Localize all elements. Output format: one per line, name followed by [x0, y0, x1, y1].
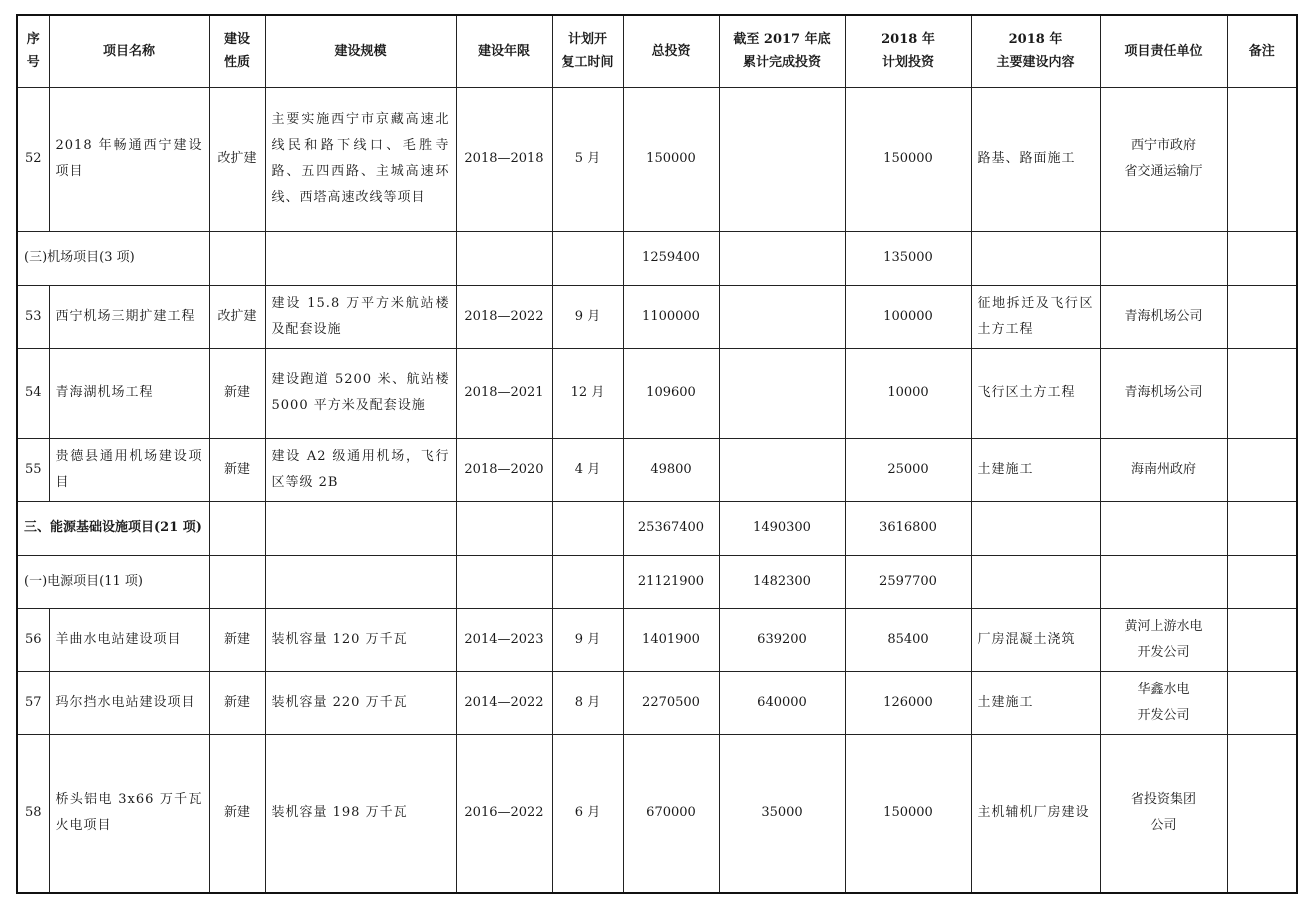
- row-no: 58: [17, 734, 49, 893]
- project-table: [16, 14, 1298, 894]
- completed-investment: 639200: [719, 608, 845, 671]
- construction-nature: 改扩建: [209, 285, 265, 348]
- total-investment: 150000: [623, 87, 719, 231]
- construction-years: 2014—2022: [456, 671, 552, 734]
- investment-table-sheet: [16, 14, 1298, 894]
- completed-investment: [719, 87, 845, 231]
- header-name: 项目名称: [49, 15, 209, 87]
- total-investment: 49800: [623, 438, 719, 501]
- total-investment: 1259400: [623, 231, 719, 285]
- completed-investment: [719, 348, 845, 438]
- project-name: 玛尔挡水电站建设项目: [49, 671, 209, 734]
- construction-nature: 新建: [209, 348, 265, 438]
- header-row: [17, 15, 1297, 87]
- project-name: 西宁机场三期扩建工程: [49, 285, 209, 348]
- construction-nature: 改扩建: [209, 87, 265, 231]
- empty-cell: [552, 501, 623, 555]
- total-investment: 2270500: [623, 671, 719, 734]
- project-name: 桥头铝电 3x66 万千瓦火电项目: [49, 734, 209, 893]
- completed-investment: [719, 231, 845, 285]
- total-investment: 1100000: [623, 285, 719, 348]
- completed-investment: 35000: [719, 734, 845, 893]
- empty-cell: [265, 501, 456, 555]
- plan-2018-investment: 25000: [845, 438, 971, 501]
- note: [1227, 348, 1297, 438]
- total-investment: 25367400: [623, 501, 719, 555]
- note: [1227, 671, 1297, 734]
- content-2018: 路基、路面施工: [971, 87, 1100, 231]
- construction-scale: 装机容量 120 万千瓦: [265, 608, 456, 671]
- responsible-unit: 省投资集团 公司: [1100, 734, 1227, 893]
- construction-years: 2014—2023: [456, 608, 552, 671]
- start-time: 4 月: [552, 438, 623, 501]
- construction-scale: 建设 15.8 万平方米航站楼及配套设施: [265, 285, 456, 348]
- header-total: 总投资: [623, 15, 719, 87]
- table-row: [17, 285, 1297, 348]
- content-2018: 土建施工: [971, 671, 1100, 734]
- header-years: 建设年限: [456, 15, 552, 87]
- header-nature: 建设 性质: [209, 15, 265, 87]
- construction-years: 2018—2021: [456, 348, 552, 438]
- empty-cell: [1227, 231, 1297, 285]
- total-investment: 1401900: [623, 608, 719, 671]
- header-unit: 项目责任单位: [1100, 15, 1227, 87]
- construction-nature: 新建: [209, 608, 265, 671]
- empty-cell: [552, 555, 623, 608]
- row-no: 57: [17, 671, 49, 734]
- plan-2018-investment: 100000: [845, 285, 971, 348]
- empty-cell: [209, 501, 265, 555]
- header-scale: 建设规模: [265, 15, 456, 87]
- table-row: [17, 608, 1297, 671]
- empty-cell: [1100, 555, 1227, 608]
- empty-cell: [1100, 231, 1227, 285]
- content-2018: 飞行区土方工程: [971, 348, 1100, 438]
- empty-cell: [552, 231, 623, 285]
- total-investment: 21121900: [623, 555, 719, 608]
- empty-cell: [456, 501, 552, 555]
- completed-investment: [719, 285, 845, 348]
- project-name: 贵德县通用机场建设项目: [49, 438, 209, 501]
- row-no: 56: [17, 608, 49, 671]
- note: [1227, 87, 1297, 231]
- empty-cell: [971, 555, 1100, 608]
- project-name: 青海湖机场工程: [49, 348, 209, 438]
- responsible-unit: 华鑫水电 开发公司: [1100, 671, 1227, 734]
- responsible-unit: 青海机场公司: [1100, 348, 1227, 438]
- project-name: 2018 年畅通西宁建设项目: [49, 87, 209, 231]
- group-label: (三)机场项目(3 项): [17, 231, 209, 285]
- empty-cell: [456, 231, 552, 285]
- start-time: 12 月: [552, 348, 623, 438]
- empty-cell: [1227, 501, 1297, 555]
- completed-investment: 640000: [719, 671, 845, 734]
- table-row: [17, 438, 1297, 501]
- note: [1227, 734, 1297, 893]
- section-row: [17, 501, 1297, 555]
- empty-cell: [971, 501, 1100, 555]
- row-no: 53: [17, 285, 49, 348]
- table-row: [17, 671, 1297, 734]
- row-no: 52: [17, 87, 49, 231]
- responsible-unit: 青海机场公司: [1100, 285, 1227, 348]
- start-time: 6 月: [552, 734, 623, 893]
- responsible-unit: 海南州政府: [1100, 438, 1227, 501]
- note: [1227, 438, 1297, 501]
- construction-nature: 新建: [209, 734, 265, 893]
- empty-cell: [209, 555, 265, 608]
- construction-scale: 装机容量 198 万千瓦: [265, 734, 456, 893]
- completed-investment: [719, 438, 845, 501]
- construction-nature: 新建: [209, 671, 265, 734]
- table-row: [17, 87, 1297, 231]
- row-no: 55: [17, 438, 49, 501]
- table-row: [17, 348, 1297, 438]
- header-completed: 截至 2017 年底 累计完成投资: [719, 15, 845, 87]
- construction-years: 2018—2020: [456, 438, 552, 501]
- empty-cell: [1100, 501, 1227, 555]
- group-row: [17, 555, 1297, 608]
- empty-cell: [265, 231, 456, 285]
- plan-2018-investment: 126000: [845, 671, 971, 734]
- empty-cell: [209, 231, 265, 285]
- completed-investment: 1490300: [719, 501, 845, 555]
- table-row: [17, 734, 1297, 893]
- responsible-unit: 西宁市政府 省交通运输厅: [1100, 87, 1227, 231]
- plan-2018-investment: 135000: [845, 231, 971, 285]
- group-label: (一)电源项目(11 项): [17, 555, 209, 608]
- start-time: 8 月: [552, 671, 623, 734]
- header-plan2018: 2018 年 计划投资: [845, 15, 971, 87]
- section-label: 三、能源基础设施项目(21 项): [17, 501, 209, 555]
- construction-scale: 建设 A2 级通用机场，飞行区等级 2B: [265, 438, 456, 501]
- plan-2018-investment: 150000: [845, 87, 971, 231]
- project-name: 羊曲水电站建设项目: [49, 608, 209, 671]
- header-note: 备注: [1227, 15, 1297, 87]
- construction-scale: 建设跑道 5200 米、航站楼 5000 平方米及配套设施: [265, 348, 456, 438]
- row-no: 54: [17, 348, 49, 438]
- content-2018: 征地拆迁及飞行区土方工程: [971, 285, 1100, 348]
- header-start: 计划开 复工时间: [552, 15, 623, 87]
- empty-cell: [971, 231, 1100, 285]
- construction-scale: 主要实施西宁市京藏高速北线民和路下线口、毛胜寺路、五四西路、主城高速环线、西塔高速改线等项目: [265, 87, 456, 231]
- content-2018: 厂房混凝土浇筑: [971, 608, 1100, 671]
- construction-nature: 新建: [209, 438, 265, 501]
- completed-investment: 1482300: [719, 555, 845, 608]
- group-row: [17, 231, 1297, 285]
- responsible-unit: 黄河上游水电 开发公司: [1100, 608, 1227, 671]
- total-investment: 109600: [623, 348, 719, 438]
- construction-years: 2016—2022: [456, 734, 552, 893]
- empty-cell: [265, 555, 456, 608]
- empty-cell: [456, 555, 552, 608]
- empty-cell: [1227, 555, 1297, 608]
- content-2018: 土建施工: [971, 438, 1100, 501]
- total-investment: 670000: [623, 734, 719, 893]
- start-time: 5 月: [552, 87, 623, 231]
- header-no: 序 号: [17, 15, 49, 87]
- plan-2018-investment: 10000: [845, 348, 971, 438]
- plan-2018-investment: 150000: [845, 734, 971, 893]
- construction-years: 2018—2022: [456, 285, 552, 348]
- construction-years: 2018—2018: [456, 87, 552, 231]
- plan-2018-investment: 3616800: [845, 501, 971, 555]
- plan-2018-investment: 2597700: [845, 555, 971, 608]
- plan-2018-investment: 85400: [845, 608, 971, 671]
- content-2018: 主机辅机厂房建设: [971, 734, 1100, 893]
- note: [1227, 608, 1297, 671]
- start-time: 9 月: [552, 608, 623, 671]
- header-content2018: 2018 年 主要建设内容: [971, 15, 1100, 87]
- start-time: 9 月: [552, 285, 623, 348]
- construction-scale: 装机容量 220 万千瓦: [265, 671, 456, 734]
- note: [1227, 285, 1297, 348]
